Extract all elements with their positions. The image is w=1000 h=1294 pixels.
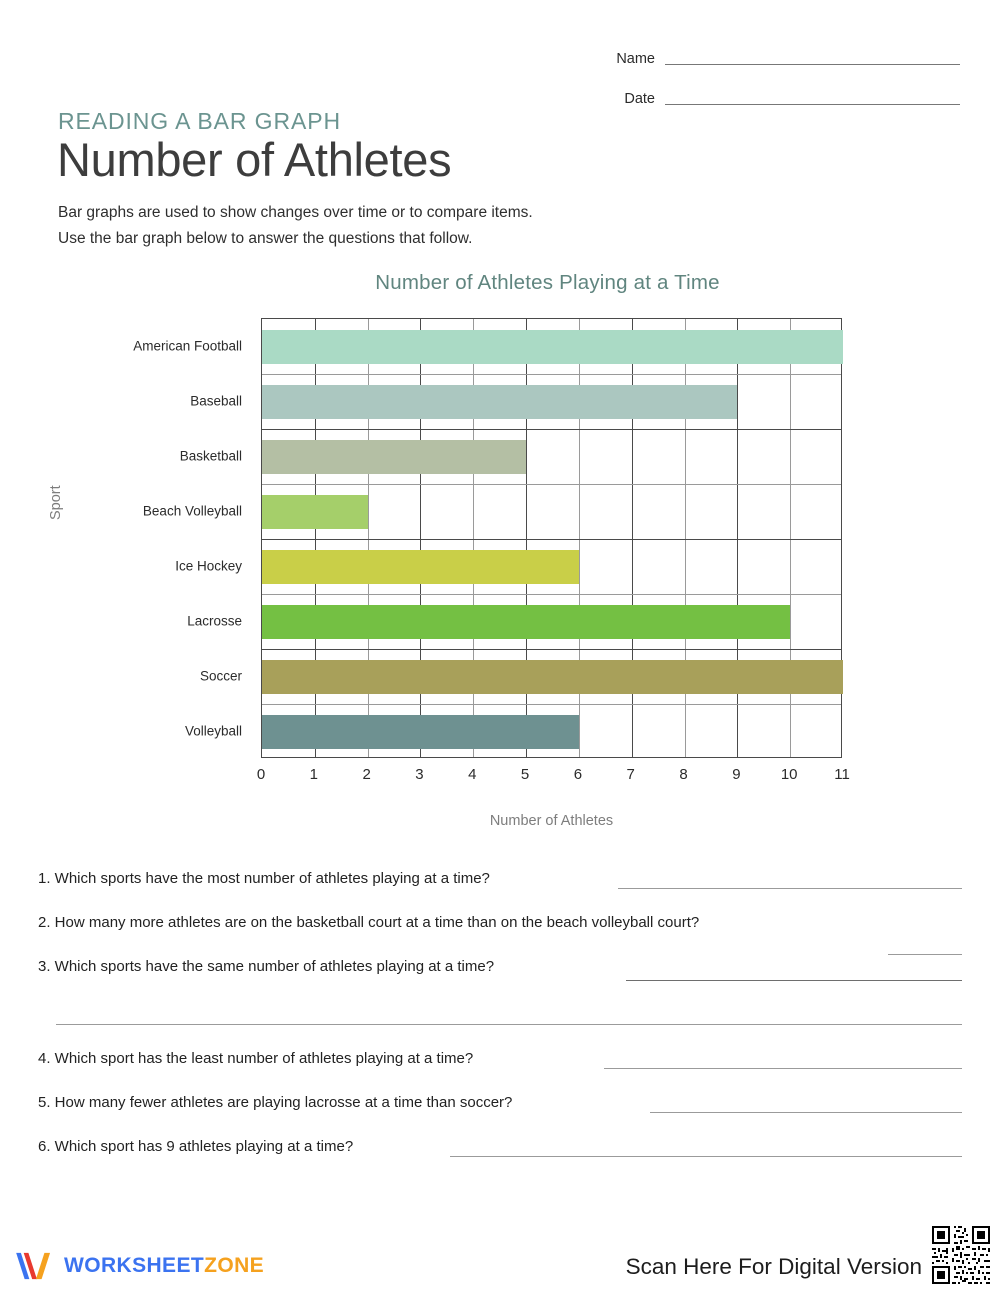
name-row — [540, 28, 960, 68]
question-item — [38, 1046, 962, 1090]
logo-text — [64, 1254, 264, 1278]
chart-gridline-horizontal — [262, 539, 841, 540]
answer-line[interactable] — [650, 1112, 962, 1113]
date-label: Date — [624, 91, 655, 107]
question-item — [38, 866, 962, 910]
answer-line[interactable] — [604, 1068, 962, 1069]
chart-x-tick: 5 — [520, 766, 530, 783]
answer-line[interactable] — [450, 1156, 962, 1157]
chart-bar — [262, 330, 843, 364]
chart-category-label: Soccer — [199, 668, 242, 683]
chart-category-labels — [60, 318, 252, 758]
question-item — [38, 910, 962, 954]
chart-gridline-horizontal — [262, 429, 841, 430]
chart-x-tick: 8 — [679, 766, 688, 783]
chart-gridline-horizontal — [262, 594, 841, 595]
name-label: Name — [616, 51, 655, 67]
worksheet-eyebrow: READING A BAR GRAPH — [58, 108, 341, 134]
chart-gridline-horizontal — [262, 484, 841, 485]
chart-bar — [262, 605, 790, 639]
question-text: 4. Which sport has the least number of athletes playing at a time? — [38, 1050, 474, 1067]
question-item — [38, 954, 962, 998]
worksheet-zone-logo[interactable] — [14, 1250, 264, 1282]
instructions-line-2: Use the bar graph below to answer the questions that follow. — [58, 230, 473, 247]
chart-bar — [262, 440, 526, 474]
chart-x-tick: 11 — [834, 766, 850, 783]
qr-code-icon[interactable] — [928, 1222, 994, 1288]
student-info-block — [540, 28, 960, 108]
chart-bar — [262, 495, 368, 529]
chart-x-tick: 2 — [362, 766, 371, 783]
date-input-line[interactable] — [665, 104, 960, 105]
instructions-line-1: Bar graphs are used to show changes over time or to compare items. — [58, 204, 533, 221]
chart-category-label: Baseball — [190, 393, 242, 408]
logo-text-zone: ZONE — [204, 1254, 265, 1277]
chart-category-label: Beach Volleyball — [142, 503, 242, 518]
instructions — [58, 200, 533, 252]
scan-prompt-text: Scan Here For Digital Version — [625, 1254, 922, 1279]
chart-x-tick: 9 — [732, 766, 741, 783]
chart-category-label: Volleyball — [184, 723, 242, 738]
question-text: 2. How many more athletes are on the basketball court at a time than on the beach volleyball court? — [38, 914, 700, 931]
chart-bar — [262, 550, 579, 584]
chart-x-tick: 10 — [780, 766, 798, 783]
question-item — [38, 1090, 962, 1134]
chart-x-tick: 0 — [256, 766, 266, 783]
date-row — [540, 68, 960, 108]
w-logo-icon — [14, 1250, 56, 1282]
chart-x-axis-title: Number of Athletes — [489, 813, 614, 829]
question-text: 6. Which sport has 9 athletes playing at a time? — [38, 1138, 354, 1155]
chart-bar — [262, 385, 737, 419]
chart-x-tick: 7 — [626, 766, 635, 783]
chart-category-label: Lacrosse — [187, 613, 242, 628]
chart-gridline-horizontal — [262, 649, 841, 650]
chart-x-tick: 1 — [309, 766, 318, 783]
chart-x-tick-labels — [256, 766, 850, 790]
logo-text-worksheet: WORKSHEET — [64, 1254, 205, 1277]
question-text: 3. Which sports have the same number of athletes playing at a time? — [38, 958, 495, 975]
chart-x-tick: 3 — [415, 766, 424, 783]
chart-category-label: Basketball — [179, 448, 242, 463]
chart-x-tick: 6 — [573, 766, 583, 783]
chart-bar — [262, 715, 579, 749]
page-footer — [0, 1210, 1000, 1294]
answer-line[interactable] — [618, 888, 962, 889]
chart-gridline-horizontal — [262, 374, 841, 375]
answer-continuation-row — [38, 998, 962, 1046]
question-text: 5. How many fewer athletes are playing lacrosse at a time than soccer? — [38, 1094, 513, 1111]
question-item — [38, 1134, 962, 1178]
page-title: Number of Athletes — [57, 133, 452, 186]
chart-plot-area — [261, 318, 842, 758]
chart-y-axis-title: Sport — [48, 485, 64, 520]
chart-bar — [262, 660, 843, 694]
chart-category-label: American Football — [133, 338, 242, 353]
chart-x-tick: 4 — [468, 766, 477, 783]
chart-gridline-horizontal — [262, 704, 841, 705]
answer-line[interactable] — [626, 980, 962, 981]
chart-title-text: Number of Athletes Playing at a Time — [375, 271, 720, 294]
name-input-line[interactable] — [665, 64, 960, 65]
answer-line[interactable] — [56, 1024, 962, 1025]
question-text: 1. Which sports have the most number of athletes playing at a time? — [38, 870, 490, 887]
questions-list — [38, 866, 962, 1178]
chart-category-label: Ice Hockey — [175, 558, 242, 573]
chart-title — [0, 271, 1000, 295]
